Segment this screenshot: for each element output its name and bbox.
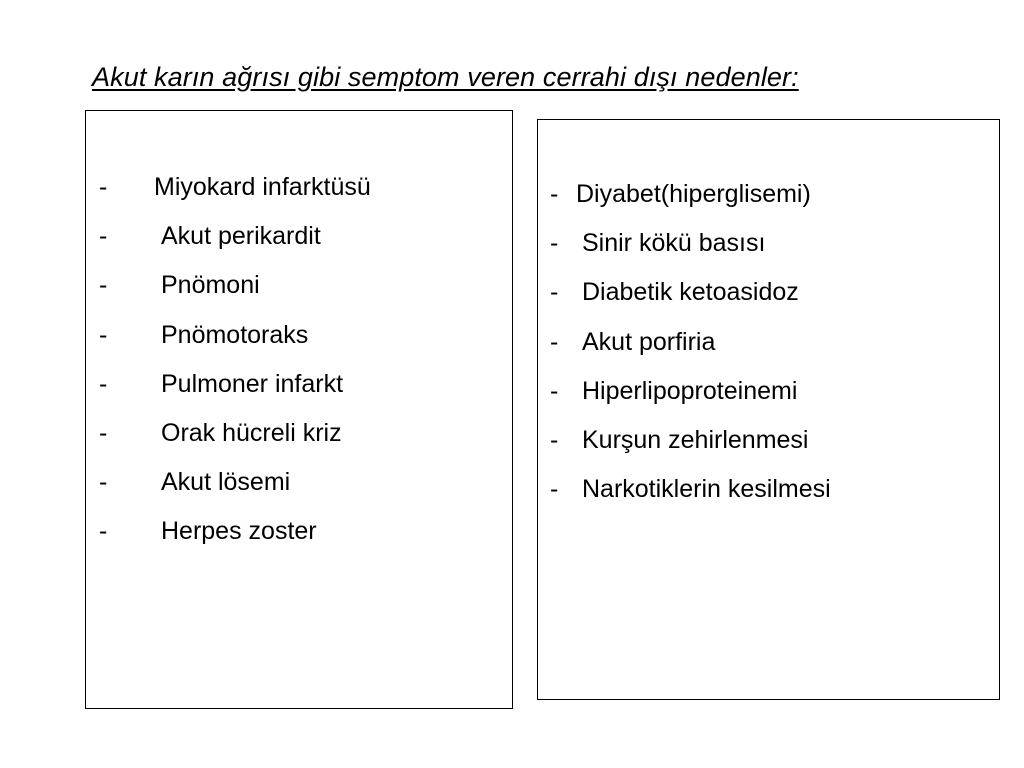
list-item: [99, 367, 371, 416]
metabolic-neurologic-causes-list: [550, 177, 831, 521]
list-item-label: Diyabet(hiperglisemi): [576, 180, 811, 208]
list-item-label: Herpes zoster: [161, 517, 317, 546]
list-item-label: Pulmoner infarkt: [161, 369, 344, 398]
list-item-label: Narkotiklerin kesilmesi: [582, 475, 831, 504]
dash-bullet: -: [550, 180, 559, 208]
list-item: [550, 226, 831, 275]
list-item: [99, 268, 371, 317]
list-item: [99, 318, 371, 367]
dash-bullet: -: [550, 278, 559, 307]
dash-bullet: -: [99, 468, 108, 497]
dash-bullet: -: [99, 320, 108, 349]
list-item-label: Pnömoni: [161, 271, 260, 300]
dash-bullet: -: [99, 418, 108, 447]
list-item: [550, 177, 831, 226]
list-item: [550, 423, 831, 472]
list-item: [99, 416, 371, 465]
dash-bullet: -: [99, 271, 108, 300]
dash-bullet: -: [99, 173, 108, 201]
slide-title: Akut karın ağrısı gibi semptom veren cerrahi dışı nedenler:: [92, 62, 799, 92]
dash-bullet: -: [99, 517, 108, 546]
dash-bullet: -: [550, 475, 559, 504]
dash-bullet: -: [550, 327, 559, 356]
dash-bullet: -: [99, 222, 108, 251]
dash-bullet: -: [550, 425, 559, 454]
list-item-label: Miyokard infarktüsü: [154, 173, 371, 201]
dash-bullet: -: [550, 376, 559, 405]
list-item: [550, 275, 831, 324]
list-item-label: Pnömotoraks: [161, 320, 309, 349]
list-item-label: Sinir kökü basısı: [582, 229, 766, 258]
list-item-label: Akut perikardit: [161, 222, 321, 251]
list-item-label: Hiperlipoproteinemi: [582, 376, 798, 405]
dash-bullet: -: [550, 229, 559, 258]
list-item: [99, 219, 371, 268]
list-item: [99, 170, 371, 219]
dash-bullet: -: [99, 369, 108, 398]
list-item-label: Akut porfiria: [582, 327, 716, 356]
non-abdominal-causes-box: [85, 110, 513, 709]
list-item: [99, 465, 371, 514]
metabolic-neurologic-causes-box: [537, 119, 1000, 700]
non-abdominal-causes-list: [99, 170, 371, 564]
list-item-label: Diabetik ketoasidoz: [582, 278, 799, 307]
list-item: [550, 472, 831, 521]
list-item: [550, 374, 831, 423]
list-item: [550, 325, 831, 374]
list-item-label: Akut lösemi: [161, 468, 291, 497]
list-item: [99, 514, 371, 563]
list-item-label: Orak hücreli kriz: [161, 418, 342, 447]
list-item-label: Kurşun zehirlenmesi: [582, 425, 809, 454]
